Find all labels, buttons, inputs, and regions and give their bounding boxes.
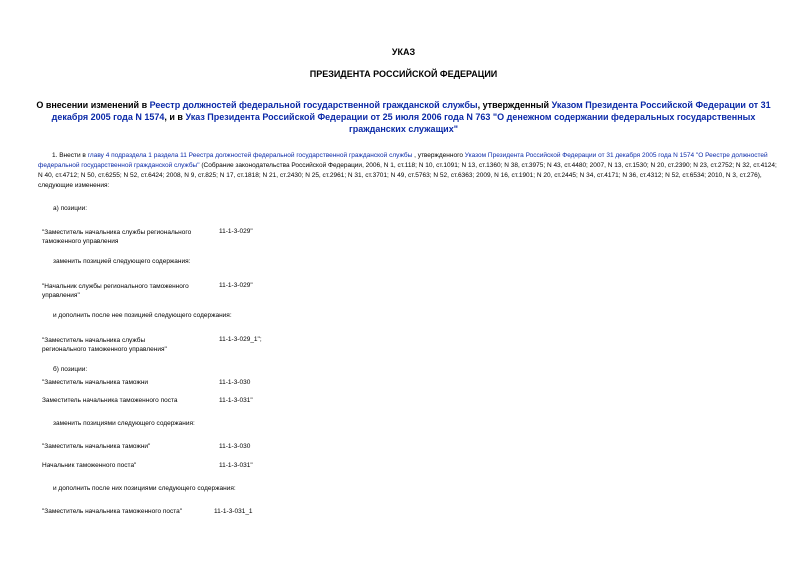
position-code: 11-1-3-029" bbox=[219, 282, 253, 289]
chapter-4-link[interactable]: главу 4 подраздела 1 раздела 11 Реестра должностей федеральной государственной гражданской службы bbox=[87, 152, 413, 159]
position-name: "Начальник службы регионального таможенного управления" bbox=[42, 283, 189, 299]
position-code: 11-1-3-031" bbox=[219, 462, 253, 469]
position-code: 11-1-3-031" bbox=[219, 397, 253, 404]
intro-paragraph bbox=[38, 151, 778, 191]
position-name: "Заместитель начальника службы регионального таможенного управления bbox=[42, 229, 192, 245]
intro-text: , утвержденного bbox=[412, 152, 465, 159]
title-text: , и в bbox=[164, 112, 186, 122]
issuer: ПРЕЗИДЕНТА РОССИЙСКОЙ ФЕДЕРАЦИИ bbox=[309, 69, 498, 79]
position-name: "Заместитель начальника таможни" bbox=[42, 443, 151, 450]
decree-1574-link[interactable]: Указом Президента Российской Федерации от 31 декабря 2005 года N 1574 bbox=[51, 100, 771, 122]
title-text: О внесении изменений в bbox=[36, 100, 150, 110]
position-name: Начальник таможенного поста" bbox=[42, 462, 137, 469]
intro-text: 1. Внести в bbox=[52, 152, 88, 159]
position-code: 11-1-3-030 bbox=[219, 443, 251, 450]
instruction-add: и дополнить после них позициями следующего содержания: bbox=[53, 485, 236, 492]
position-code: 11-1-3-031_1 bbox=[214, 508, 253, 515]
instruction-replace: заменить позицией следующего содержания: bbox=[53, 258, 191, 265]
position-name: "Заместитель начальника таможни bbox=[42, 379, 149, 386]
position-code: 11-1-3-030 bbox=[219, 379, 251, 386]
document-type: УКАЗ bbox=[391, 47, 416, 57]
section-a-label: а) позиции: bbox=[53, 205, 88, 212]
position-name: "Заместитель начальника таможенного поста" bbox=[42, 508, 183, 515]
instruction-add: и дополнить после нее позицией следующего содержания: bbox=[53, 312, 232, 319]
intro-text: (Собрание законодательства Российской Федерации, 2006, N 1, ст.118; N 10, ст.1091; N 13, ст.1360; N 38, ст.3975; N 43, ст.4480; 2007, N 13, ст.1530; N 20, ст.2390; N 23, ст.2752; N 32, ст.4124; N 40, ст.4712; N 50, ст.6255; N 52, ст.6424; 2008, N 9, ст.825; N 17, ст.1818; N 21, ст.2430; N 25, ст.2961; N 31, ст.3701; N 49, ст.5763; N 52, ст.6363; 2009, N 16, ст.1901; N 20, ст.2445; N 34, ст.4171; N 36, ст.4312; N 52, ст.6534; 2010, N 3, ст.276), следующие изменения: bbox=[38, 162, 777, 189]
registry-link[interactable]: Реестр должностей федеральной государственной гражданской службы bbox=[149, 100, 478, 110]
decree-1574-registry-link[interactable]: Указом Президента Российской Федерации от 31 декабря 2005 года N 1574 "О Реестре должностей федеральной государственной гражданской службы" bbox=[38, 152, 768, 169]
position-code: 11-1-3-029" bbox=[219, 228, 253, 235]
section-b-label: б) позиции: bbox=[53, 366, 88, 373]
title-text: , утвержденный bbox=[477, 100, 552, 110]
decree-763-link[interactable]: Указ Президента Российской Федерации от 25 июля 2006 года N 763 "О денежном содержании федеральных государственных гражданских служащих" bbox=[185, 112, 756, 134]
instruction-replace: заменить позициями следующего содержания: bbox=[53, 420, 195, 427]
document-title bbox=[36, 99, 771, 135]
position-name: Заместитель начальника таможенного поста bbox=[42, 397, 178, 404]
position-code: 11-1-3-029_1"; bbox=[219, 336, 262, 343]
position-name: "Заместитель начальника службы регионального таможенного управления" bbox=[42, 337, 167, 353]
